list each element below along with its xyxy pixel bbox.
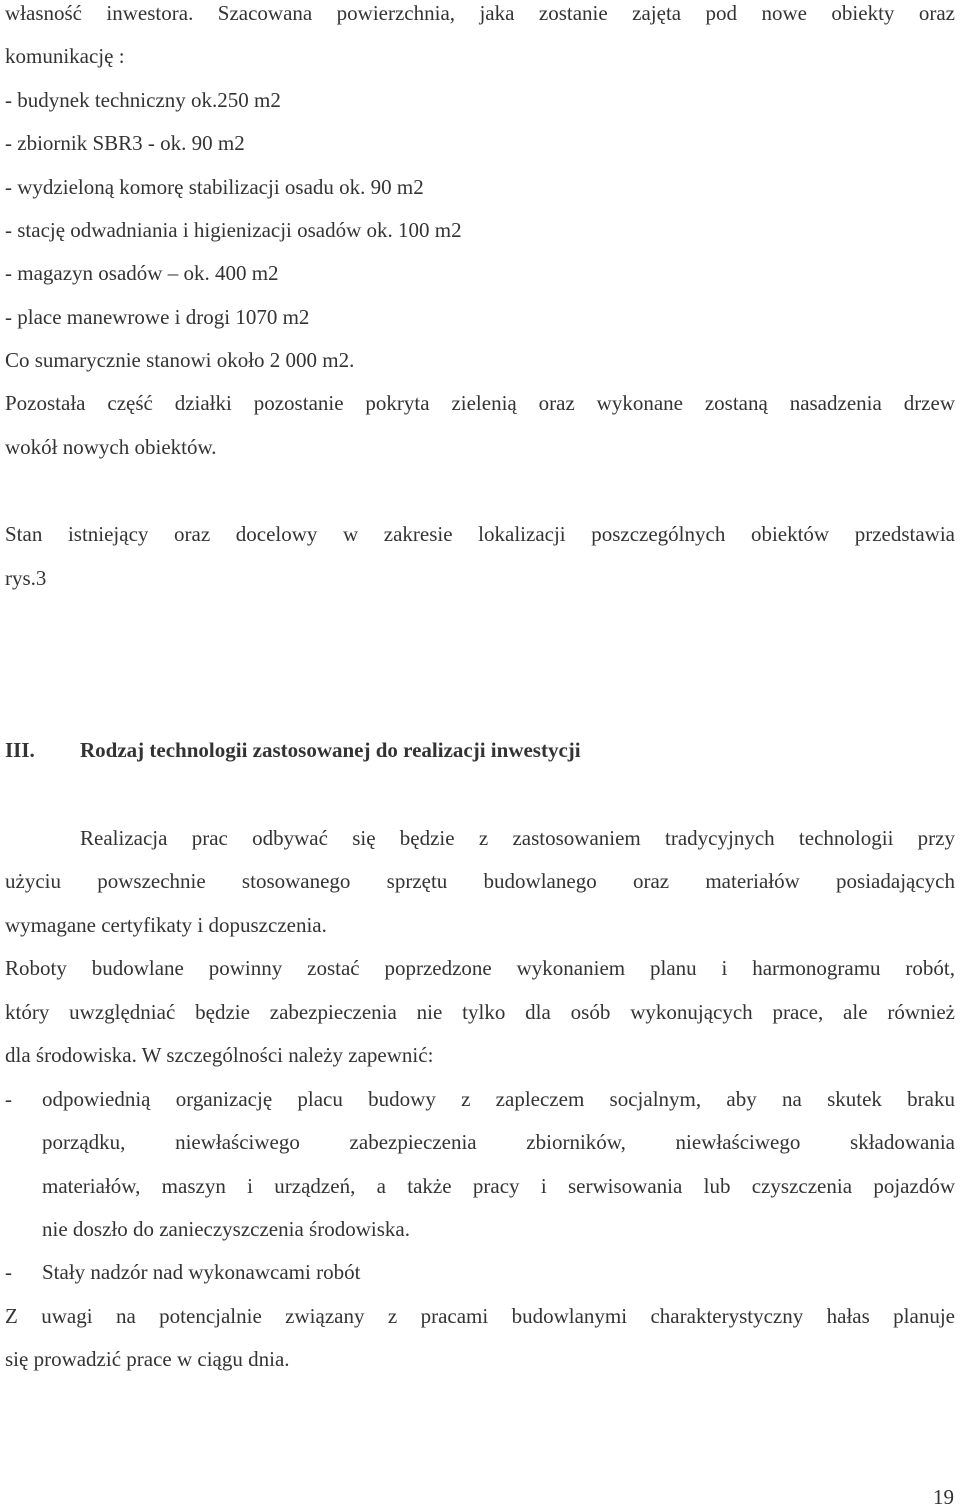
paragraph-line: użyciu powszechnie stosowanego sprzętu budowlanego oraz materiałów posiadających [5,869,955,893]
paragraph-line: Co sumarycznie stanowi około 2 000 m2. [5,348,355,372]
list-item-line: materiałów, maszyn i urządzeń, a także pracy i serwisowania lub czyszczenia pojazdów [42,1174,955,1198]
list-dash: - [5,1260,12,1284]
section-number: III. [5,738,35,762]
paragraph-line: się prowadzić prace w ciągu dnia. [5,1347,290,1371]
paragraph-line: Stan istniejący oraz docelowy w zakresie lokalizacji poszczególnych obiektów przedstawia [5,522,955,546]
paragraph-line: Realizacja prac odbywać się będzie z zastosowaniem tradycyjnych technologii przy [80,826,955,850]
section-title: Rodzaj technologii zastosowanej do realizacji inwestycji [80,738,581,762]
page-number: 19 [933,1485,954,1509]
list-line: - budynek techniczny ok.250 m2 [5,88,281,112]
paragraph-line: wymagane certyfikaty i dopuszczenia. [5,913,327,937]
paragraph-line: Z uwagi na potencjalnie związany z pracami budowlanymi charakterystyczny hałas planuje [5,1304,955,1328]
list-line: - magazyn osadów – ok. 400 m2 [5,261,279,285]
list-line: - stację odwadniania i higienizacji osadów ok. 100 m2 [5,218,462,242]
paragraph-line: własność inwestora. Szacowana powierzchnia, jaka zostanie zajęta pod nowe obiekty oraz [5,1,955,25]
list-item-line: nie doszło do zanieczyszczenia środowiska. [42,1217,410,1241]
list-item-line: porządku, niewłaściwego zabezpieczenia zbiorników, niewłaściwego składowania [42,1130,955,1154]
list-line: - zbiornik SBR3 - ok. 90 m2 [5,131,245,155]
list-line: - place manewrowe i drogi 1070 m2 [5,305,310,329]
paragraph-line: Roboty budowlane powinny zostać poprzedzone wykonaniem planu i harmonogramu robót, [5,956,955,980]
paragraph-line: Pozostała część działki pozostanie pokryta zielenią oraz wykonane zostaną nasadzenia drzew [5,391,955,415]
list-item-line: odpowiednią organizację placu budowy z zapleczem socjalnym, aby na skutek braku [42,1087,955,1111]
list-dash: - [5,1087,12,1111]
list-item-line: Stały nadzór nad wykonawcami robót [42,1260,361,1284]
paragraph-line: który uwzględniać będzie zabezpieczenia nie tylko dla osób wykonujących prace, ale również [5,1000,955,1024]
paragraph-line: rys.3 [5,566,47,590]
paragraph-line: wokół nowych obiektów. [5,435,217,459]
list-line: - wydzieloną komorę stabilizacji osadu ok. 90 m2 [5,175,424,199]
paragraph-line: dla środowiska. W szczególności należy zapewnić: [5,1043,434,1067]
paragraph-line: komunikację : [5,44,125,68]
